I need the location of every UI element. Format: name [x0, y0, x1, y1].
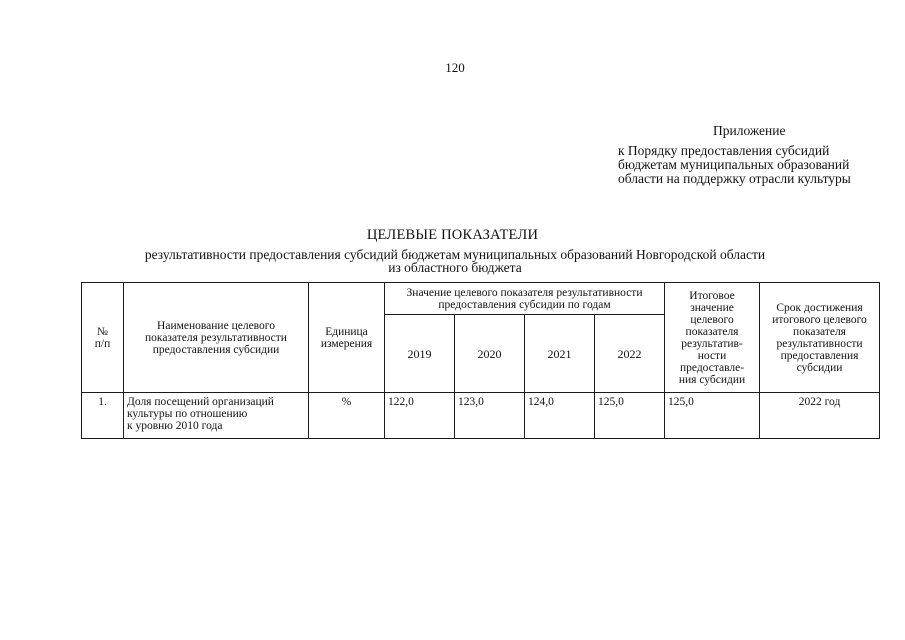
cell-name-line: к уровню 2010 года	[127, 420, 223, 432]
subtitle-line: результативности предоставления субсидий бюджетам муниципальных образований Новгородской области	[144, 247, 766, 262]
header-values-group	[385, 283, 665, 315]
header-values-line: Значение целевого показателя результативности	[406, 286, 643, 299]
cell-value-2022: 125,0	[595, 393, 665, 439]
header-name-line: Наименование целевого	[157, 319, 275, 332]
appendix-block	[618, 124, 893, 186]
cell-value-2019: 122,0	[385, 393, 455, 439]
cell-deadline: 2022 год	[760, 393, 880, 439]
header-final-value	[665, 283, 760, 393]
header-final-line: ния субсидии	[678, 373, 746, 386]
header-year-2019: 2019	[385, 315, 455, 393]
header-row	[82, 283, 880, 315]
header-values-line: предоставления субсидии по годам	[438, 298, 611, 311]
target-indicators-table	[81, 282, 880, 439]
header-deadline-line: Срок достижения	[776, 301, 863, 314]
cell-name	[124, 393, 309, 439]
cell-name-line: Доля посещений организаций	[127, 396, 274, 408]
header-name	[124, 283, 309, 393]
header-year-2021: 2021	[525, 315, 595, 393]
header-year-2020: 2020	[455, 315, 525, 393]
cell-value-2020: 123,0	[455, 393, 525, 439]
header-final-line: значение	[690, 301, 734, 314]
page-number: 120	[445, 60, 465, 75]
header-deadline-line: показателя	[793, 325, 846, 338]
header-final-line: предоставле-	[679, 361, 745, 374]
header-final-line: показателя	[685, 325, 739, 338]
header-deadline	[760, 283, 880, 393]
document-subtitle	[100, 248, 810, 274]
header-num	[82, 283, 124, 393]
header-num-line: п/п	[94, 337, 111, 350]
header-deadline-line: субсидии	[796, 361, 843, 374]
cell-unit: %	[309, 393, 385, 439]
header-name-line: предоставления субсидии	[152, 343, 280, 356]
header-final-line: результатив-	[681, 337, 743, 350]
subtitle-line: из областного бюджета	[388, 260, 522, 275]
header-final-line: целевого	[690, 313, 734, 326]
header-unit-line: измерения	[320, 337, 373, 350]
header-unit-line: Единица	[325, 325, 368, 338]
table-row	[82, 393, 880, 439]
cell-num: 1.	[82, 393, 124, 439]
header-name-line: показателя результативности	[145, 331, 287, 344]
header-unit	[309, 283, 385, 393]
header-final-line: ности	[697, 349, 727, 362]
appendix-line: бюджетам муниципальных образований	[618, 157, 850, 172]
appendix-line: области на поддержку отрасли культуры	[618, 171, 851, 186]
header-deadline-line: итогового целевого	[772, 313, 867, 326]
header-final-line: Итоговое	[689, 289, 735, 302]
header-num-line: №	[97, 325, 108, 338]
header-deadline-line: результативности	[776, 337, 863, 350]
appendix-line: к Порядку предоставления субсидий	[618, 143, 830, 158]
cell-value-2021: 124,0	[525, 393, 595, 439]
cell-name-line: культуры по отношению	[127, 408, 248, 420]
appendix-title: Приложение	[713, 123, 786, 138]
header-deadline-line: предоставления	[780, 349, 859, 362]
cell-final-value: 125,0	[665, 393, 760, 439]
document-title: ЦЕЛЕВЫЕ ПОКАЗАТЕЛИ	[366, 227, 539, 243]
header-year-2022: 2022	[595, 315, 665, 393]
